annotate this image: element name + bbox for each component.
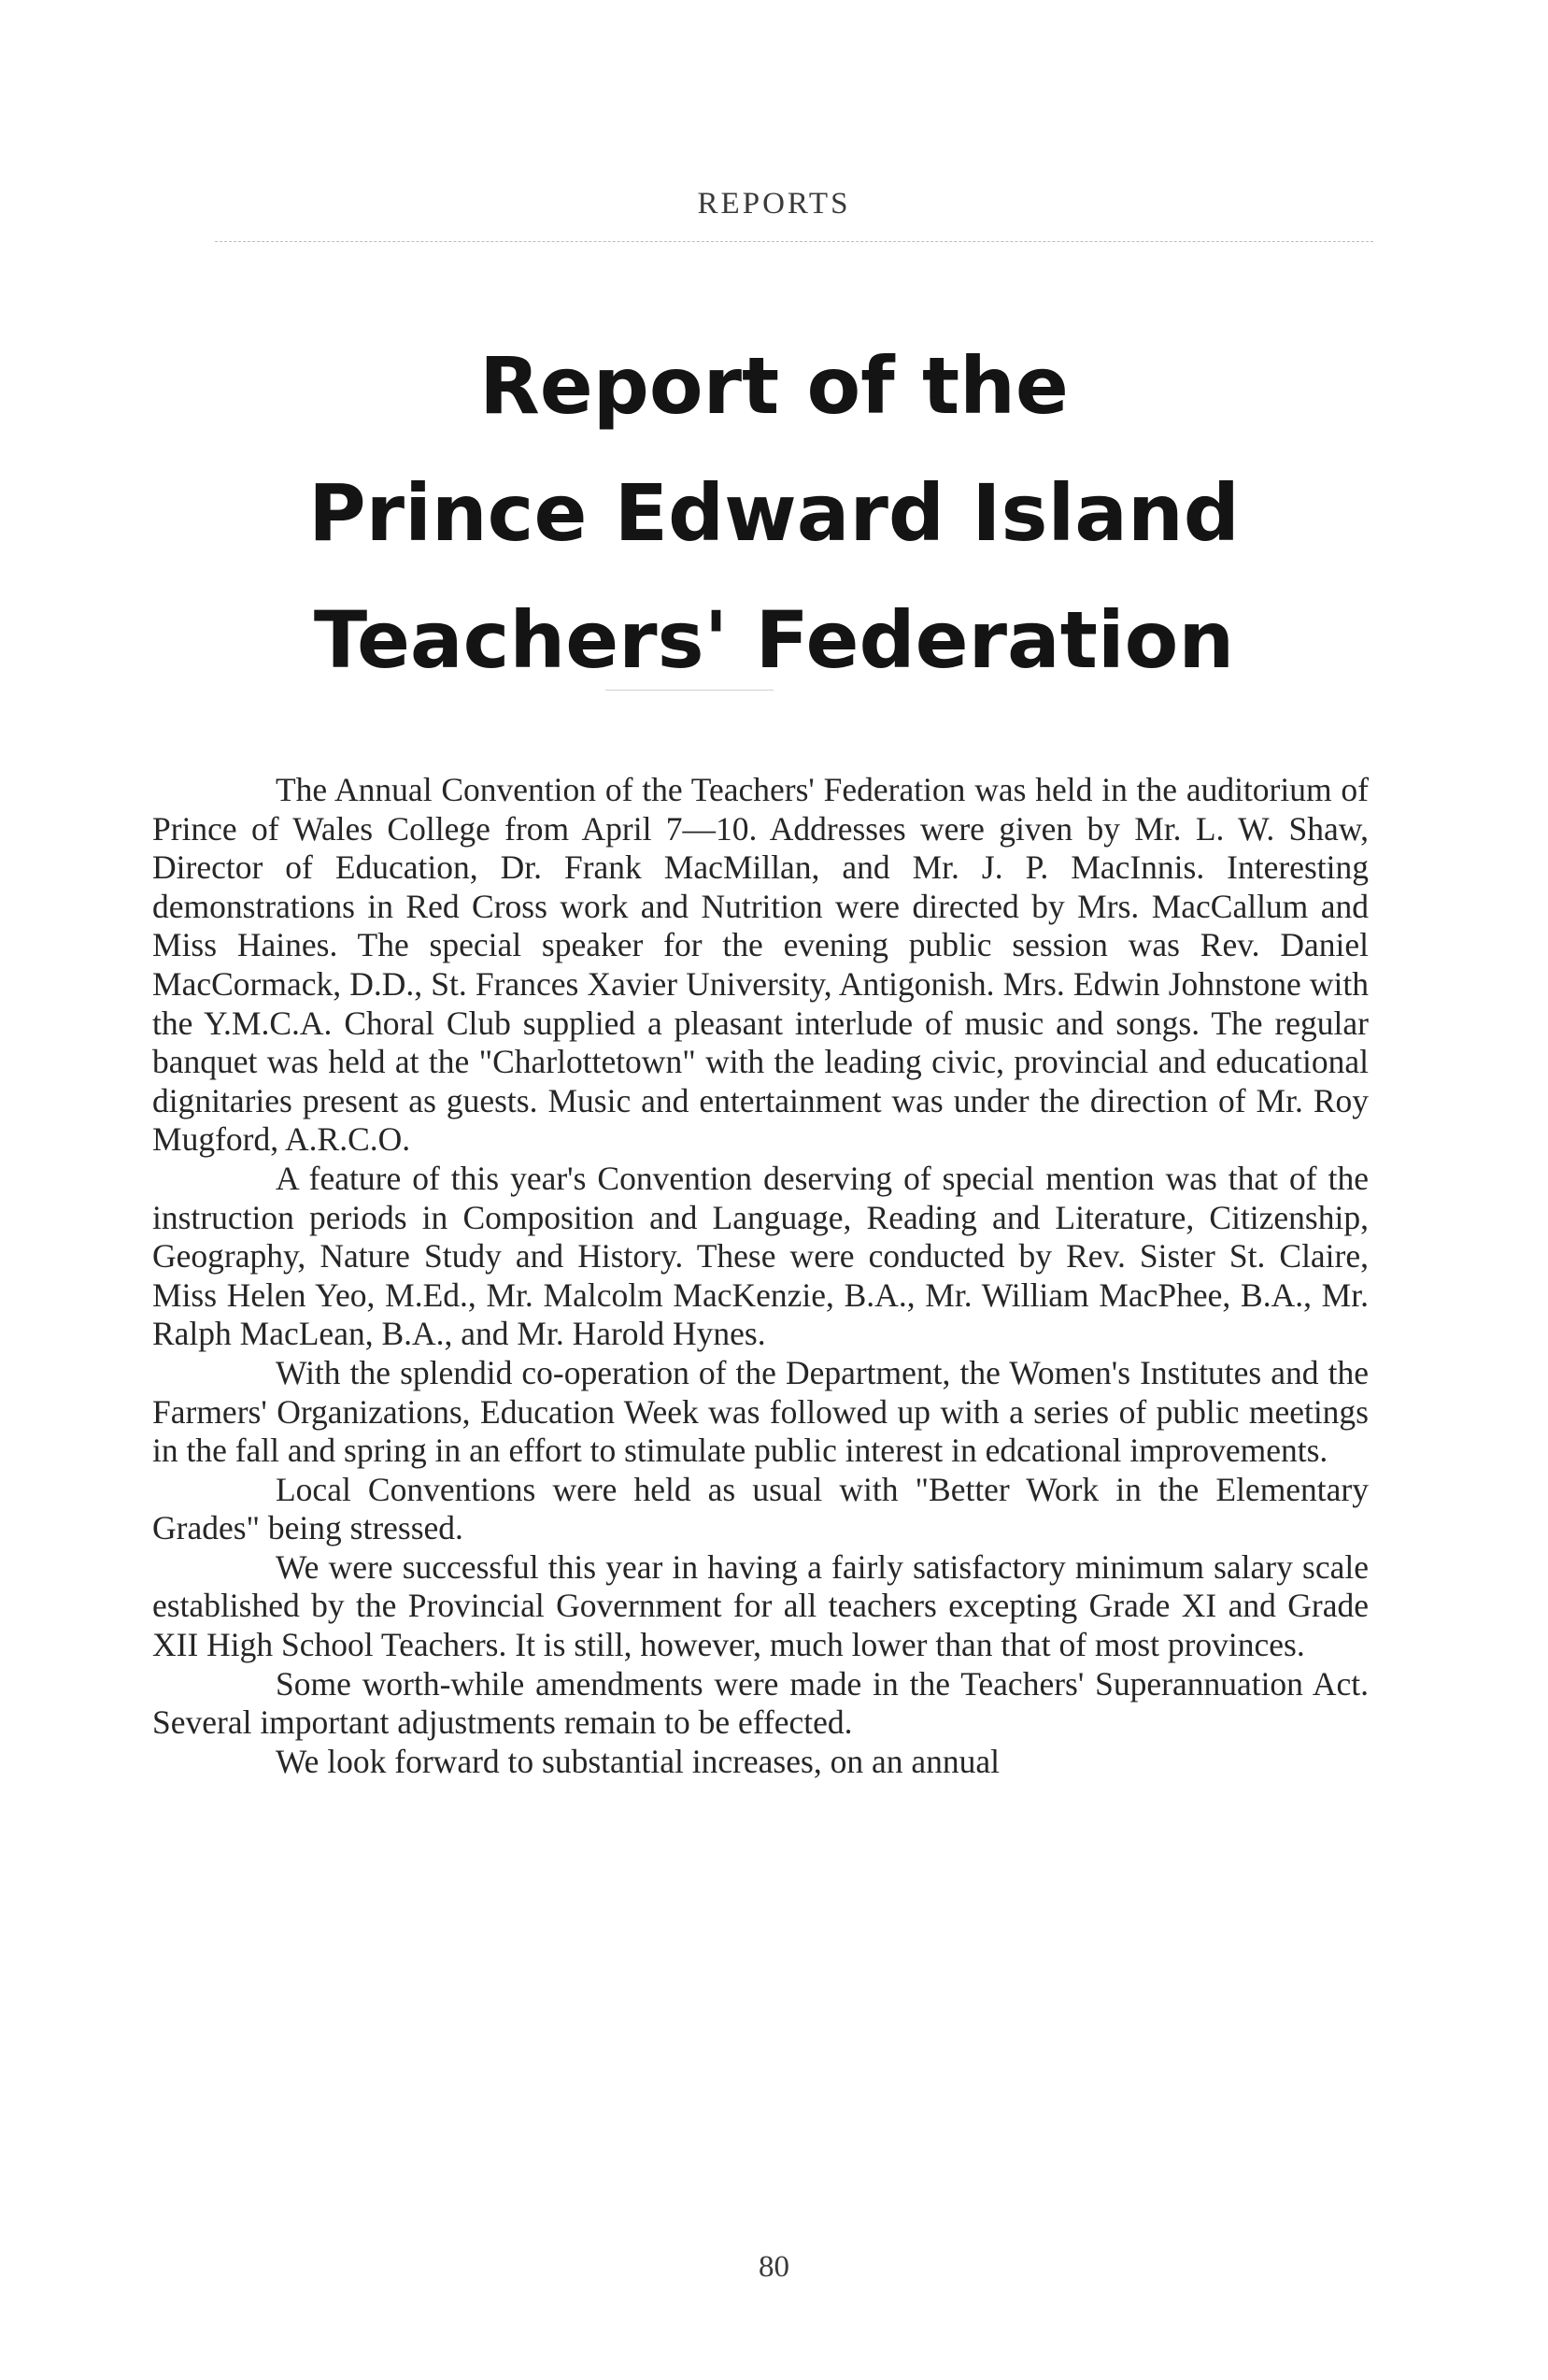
page-number: 80 bbox=[759, 2250, 789, 2284]
body-paragraph: The Annual Convention of the Teachers' Federation was held in the auditorium of Prince of Wales College from April 7—10. Addresses were given by Mr. L. W. Shaw, Director of Education, Dr. Frank MacMillan, and Mr. J. P. MacInnis. Interesting demonstrations in Red Cross work and Nutrition were directed by Mrs. MacCallum and Miss Haines. The special speaker for the evening public session was Rev. Daniel MacCormack, D.D., St. Frances Xavier University, Antigonish. Mrs. Edwin Johnstone with the Y.M.C.A. Choral Club supplied a pleasant interlude of music and songs. The regular banquet was held at the "Charlottetown" with the leading civic, provincial and educational dignitaries present as guests. Music and entertainment was under the direction of Mr. Roy Mugford, A.R.C.O. bbox=[152, 771, 1369, 1159]
body-paragraph: We were successful this year in having a fairly satisfactory minimum salary scale established by the Provincial Government for all teachers excepting Grade XI and Grade XII High School Teachers. It is still, however, much lower than that of most provinces. bbox=[152, 1547, 1369, 1664]
body-paragraph: Some worth-while amendments were made in the Teachers' Superannuation Act. Several important adjustments remain to be effected. bbox=[152, 1664, 1369, 1742]
title-line: Report of the bbox=[479, 340, 1069, 432]
body-paragraph: A feature of this year's Convention deserving of special mention was that of the instruction periods in Composition and Language, Reading and Literature, Citizenship, Geography, Nature Study and History. These were conducted by Rev. Sister St. Claire, Miss Helen Yeo, M.Ed., Mr. Malcolm MacKenzie, B.A., Mr. William MacPhee, B.A., Mr. Ralph MacLean, B.A., and Mr. Harold Hynes. bbox=[152, 1159, 1369, 1353]
running-head: REPORTS bbox=[697, 187, 851, 221]
article-title bbox=[0, 322, 1548, 704]
title-line: Teachers' Federation bbox=[313, 594, 1235, 686]
body-paragraph: Local Conventions were held as usual with "Better Work in the Elementary Grades" being stressed. bbox=[152, 1470, 1369, 1547]
title-rule bbox=[605, 690, 774, 691]
body-paragraph: We look forward to substantial increases, on an annual bbox=[276, 1742, 1000, 1780]
body-paragraph: With the splendid co-operation of the Department, the Women's Institutes and the Farmers' Organizations, Education Week was followed up with a series of public meetings in the fall and spring in an effort to stimulate public interest in edcational improvements. bbox=[152, 1353, 1369, 1470]
header-rule bbox=[215, 241, 1373, 242]
article-body bbox=[152, 771, 1369, 1781]
title-line: Prince Edward Island bbox=[308, 467, 1240, 559]
